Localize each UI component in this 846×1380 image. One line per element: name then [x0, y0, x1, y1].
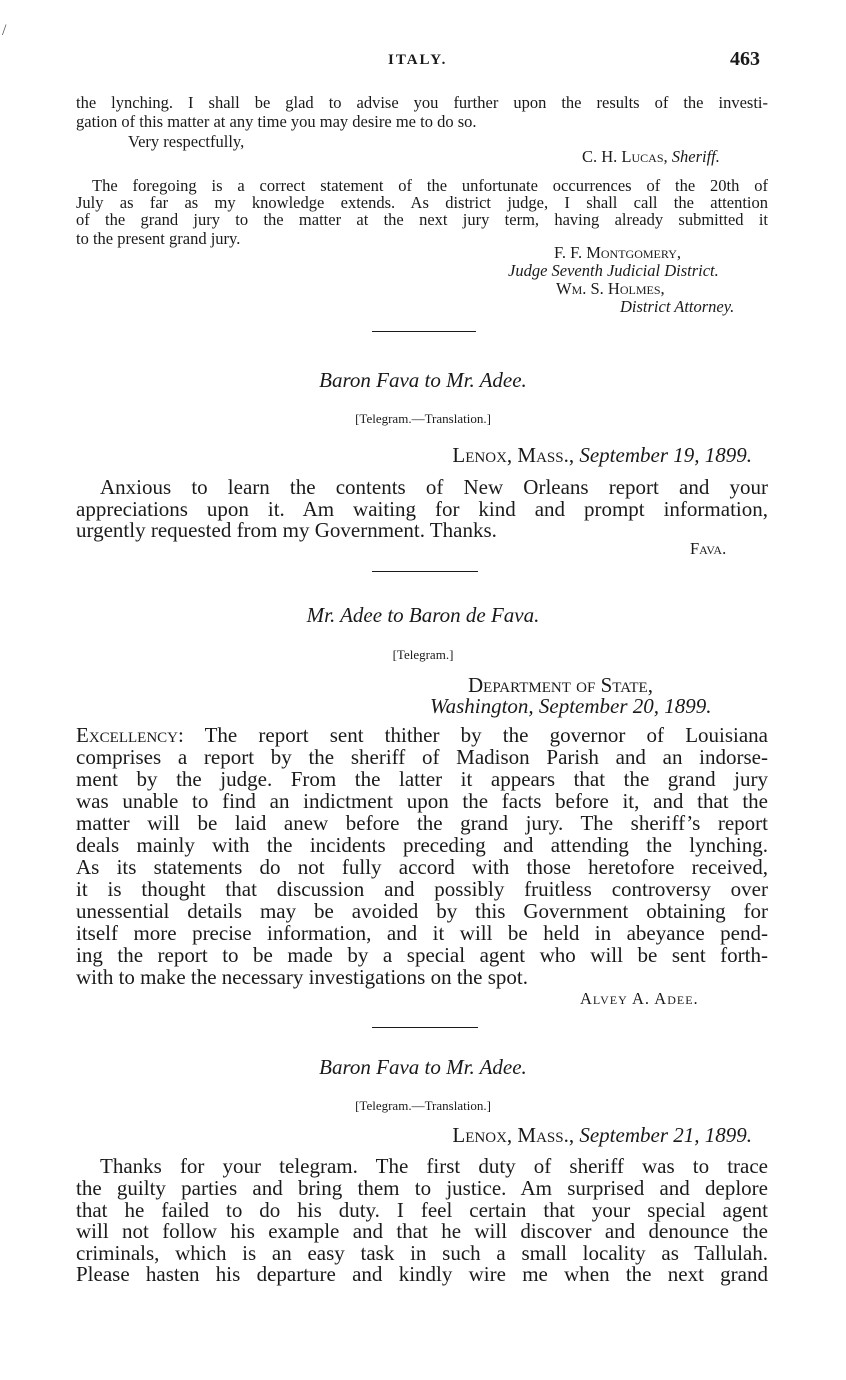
signature-name: F. F. Montgomery, [554, 243, 682, 262]
body-line: ing the report to be made by a special agent who will be sent forth- [76, 943, 768, 967]
body-line: itself more precise information, and it will be held in abeyance pend- [76, 921, 768, 945]
document-heading: Mr. Adee to Baron de Fava. [306, 603, 540, 627]
body-line: was unable to find an indictment upon the facts before it, and that the [76, 789, 768, 813]
running-head-title: ITALY. [388, 52, 448, 68]
body-line: The foregoing is a correct statement of the unfortunate occurrences of the 20th of [92, 176, 768, 195]
body-line: of the grand jury to the matter at the next jury term, having already submitted it [76, 210, 768, 229]
body-line: Please hasten his departure and kindly wire me when the next grand [76, 1262, 768, 1286]
dateline-date: September 19, 1899. [579, 443, 752, 467]
document-heading: Baron Fava to Mr. Adee. [319, 368, 527, 392]
letter-closing: Very respectfully, [128, 132, 245, 151]
body-line: Thanks for your telegram. The first duty of sheriff was to trace [100, 1154, 768, 1178]
dateline [76, 1123, 752, 1147]
body-line: As its statements do not fully accord with those heretofore received, [76, 855, 768, 879]
salutation: Excellency: [76, 723, 184, 747]
body-line: to the present grand jury. [76, 229, 241, 248]
body-line: will not follow his example and that he will discover and denounce the [76, 1219, 768, 1243]
body-text: The report sent thither by the governor of Louisiana [204, 723, 769, 747]
body-line: that he failed to do his duty. I feel certain that your special agent [76, 1198, 768, 1222]
body-line: deals mainly with the incidents preceding and attending the lynching. [76, 833, 768, 857]
body-line: ment by the judge. From the latter it appears that the grand jury [76, 767, 768, 791]
body-line: July as far as my knowledge extends. As district judge, I shall call the attention [76, 193, 768, 212]
signature [582, 147, 720, 167]
signature-name: Wm. S. Holmes, [556, 279, 665, 298]
section-divider [372, 571, 478, 572]
body-line: Anxious to learn the contents of New Orleans report and your [100, 475, 768, 499]
dateline-place: Department of State, [468, 673, 653, 697]
dateline-place: Lenox, Mass., [452, 1123, 575, 1147]
body-line: the lynching. I shall be glad to advise you further upon the results of the investi- [76, 93, 768, 112]
body-line: it is thought that discussion and possibly fruitless controversy over [76, 877, 768, 901]
document-note: [Telegram.—Translation.] [355, 411, 491, 426]
signature-title: Sheriff. [671, 147, 720, 166]
body-line: unessential details may be avoided by this Government obtaining for [76, 899, 768, 923]
body-line: appreciations upon it. Am waiting for kind and prompt information, [76, 497, 768, 521]
document-note: [Telegram.—Translation.] [355, 1098, 491, 1113]
body-line: the guilty parties and bring them to justice. Am surprised and deplore [76, 1176, 768, 1200]
signature-title: Judge Seventh Judicial District. [508, 261, 719, 280]
body-line: matter will be laid anew before the grand jury. The sheriff’s report [76, 811, 768, 835]
margin-mark: / [2, 22, 7, 39]
body-line: gation of this matter at any time you may desire me to do so. [76, 112, 477, 131]
signature: Fava. [690, 539, 727, 558]
dateline-date: Washington, September 20, 1899. [430, 694, 712, 718]
dateline-place: Lenox, Mass., [452, 443, 575, 467]
body-line: urgently requested from my Government. Thanks. [76, 518, 497, 542]
signature-title: District Attorney. [620, 297, 735, 316]
document-note: [Telegram.] [392, 647, 454, 662]
signature-name: C. H. Lucas, [582, 147, 668, 166]
signature: Alvey A. Adee. [580, 989, 699, 1008]
section-divider [372, 1027, 478, 1028]
body-line: comprises a report by the sheriff of Madison Parish and an indorse- [76, 745, 768, 769]
running-head [0, 50, 846, 74]
dateline-date: September 21, 1899. [579, 1123, 752, 1147]
body-line [76, 723, 768, 747]
document-heading: Baron Fava to Mr. Adee. [319, 1055, 527, 1079]
body-line: criminals, which is an easy task in such a small locality as Tallulah. [76, 1241, 768, 1265]
page-number: 463 [730, 48, 760, 70]
body-line: with to make the necessary investigations on the spot. [76, 965, 528, 989]
dateline [76, 443, 752, 467]
section-divider [372, 331, 476, 332]
